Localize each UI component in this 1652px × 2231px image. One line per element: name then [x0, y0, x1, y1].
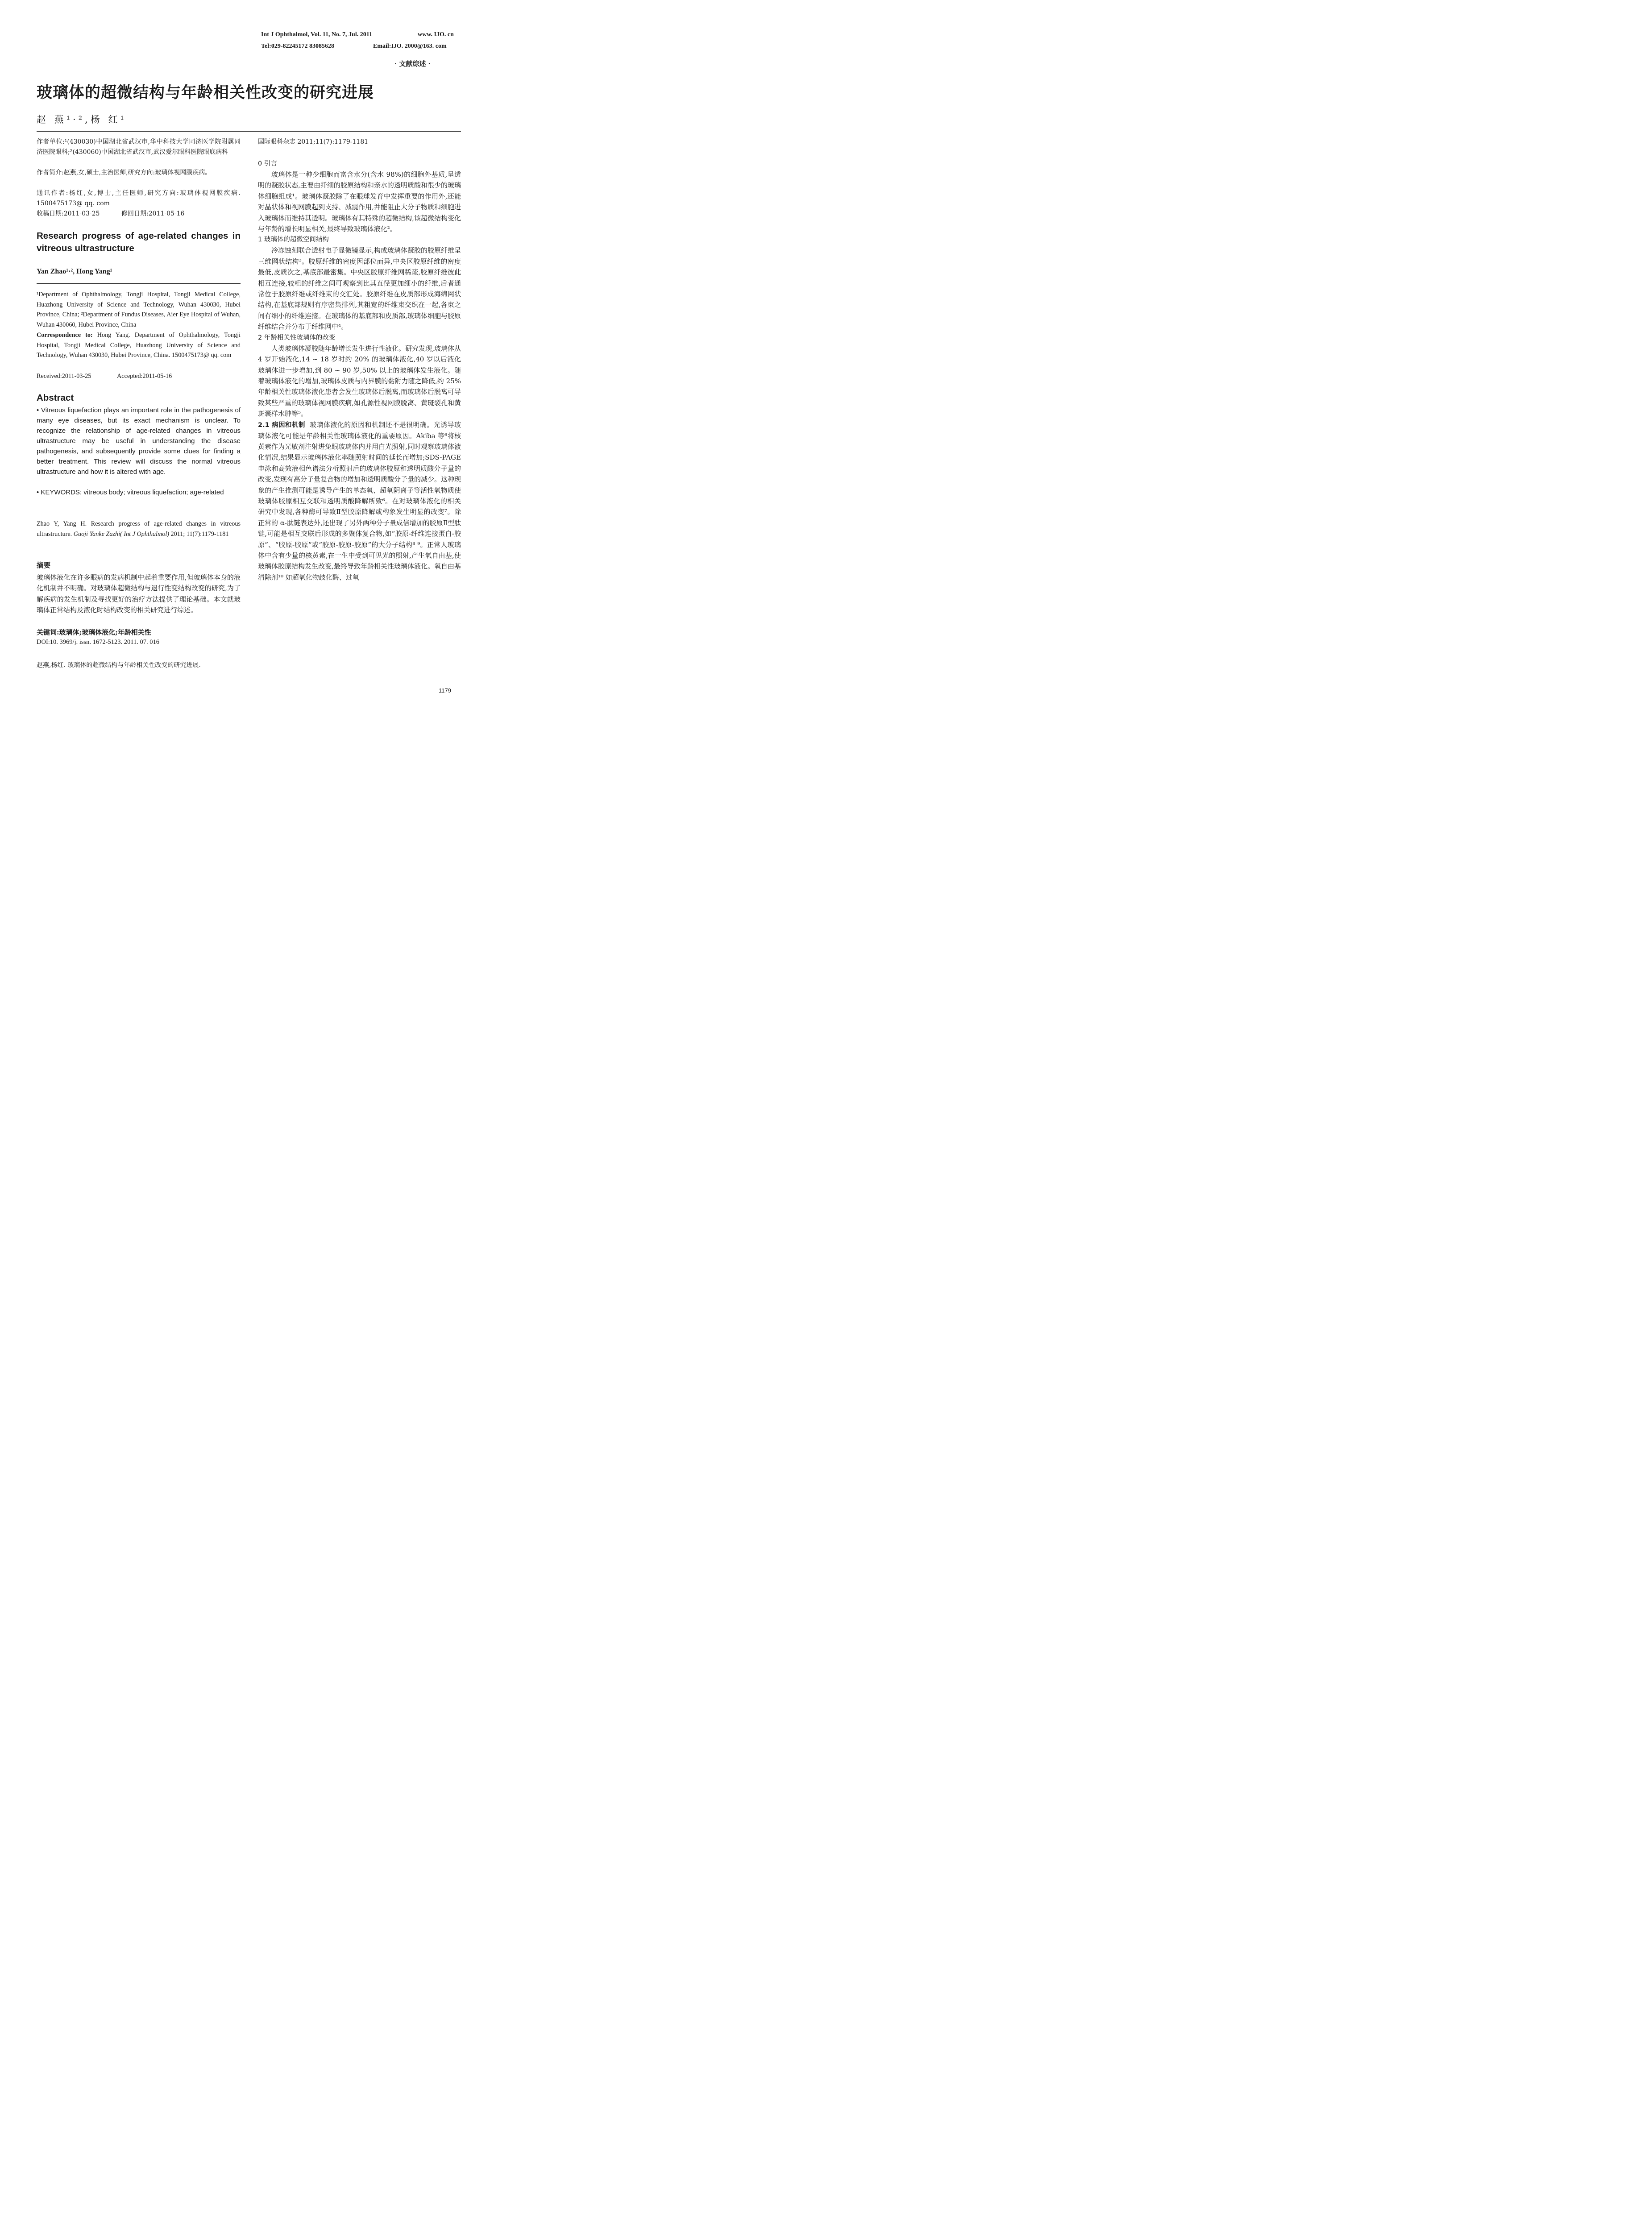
- title-en: Research progress of age-related changes in vitreous ultrastructure: [37, 231, 241, 253]
- received-en: Received:2011-03-25: [37, 373, 91, 380]
- page-number: 1179: [439, 687, 451, 694]
- journal-url: www. IJO. cn: [418, 31, 454, 38]
- correspondence-en: [37, 330, 241, 361]
- abstract-cn: 玻璃体液化在许多眼病的发病机制中起着重要作用,但玻璃体本身的液化机制并不明确。对玻璃体超微结构与退行性变结构改变的研究,为了解疾病的发生机制及寻找更好的治疗方法提供了理论基础。本文就玻璃体正常结构及液化时结构改变的相关研究进行综述。: [37, 573, 241, 614]
- section-2-1-block: [258, 419, 461, 583]
- citation-en-part1: Zhao Y, Yang H. Research progress of age-related changes in vitreous ultrastructure.: [37, 520, 241, 538]
- journal-info: Int J Ophthalmol, Vol. 11, No. 7, Jul. 2011: [261, 31, 372, 38]
- journal-email: Email:IJO. 2000@163. com: [373, 43, 447, 50]
- page-title: 玻璃体的超微结构与年龄相关性改变的研究进展: [37, 83, 374, 102]
- citation-en-part2: 2011; 11(7):1179-1181: [169, 530, 229, 538]
- doi: DOI:10. 3969/j. issn. 1672-5123. 2011. 07. 016: [37, 639, 159, 646]
- right-column: [258, 158, 461, 583]
- correspondence-label: Correspondence to:: [37, 332, 93, 339]
- title-rule: [37, 131, 461, 132]
- received-date-cn: 收稿日期:2011-03-25: [37, 210, 100, 217]
- citation-cn: 赵燕,杨红. 玻璃体的超微结构与年龄相关性改变的研究进展.: [37, 662, 201, 669]
- section-2-1-heading: 2.1 病因和机制: [258, 421, 305, 429]
- keywords-en: • KEYWORDS: vitreous body; vitreous liquefaction; age-related: [37, 489, 224, 496]
- citation-en-journal: Guoji Yanke Zazhi( Int J Ophthalmol): [73, 530, 169, 538]
- accepted-en: Accepted:2011-05-16: [117, 373, 172, 380]
- section-tag: · 文献综述 ·: [394, 60, 431, 68]
- section-2-heading: 2 年龄相关性玻璃体的改变: [258, 334, 336, 341]
- keywords-cn: 关键词:玻璃体;玻璃体液化;年龄相关性: [37, 628, 151, 636]
- journal-tel: Tel:029-82245172 83085628: [261, 43, 334, 50]
- abstract-cn-heading: 摘要: [37, 561, 51, 569]
- citation-top: 国际眼科杂志 2011;11(7):1179-1181: [258, 138, 369, 145]
- citation-en: [37, 519, 241, 539]
- correspondence-text: Hong Yang. Department of Ophthalmology, Tongji Hospital, Tongji Medical College, Huazhong University of Science and Technology, Wuhan 430030, Hubei Province, China. 1500475173@ qq. com: [37, 332, 241, 359]
- section-1-paragraph: 冷冻蚀刻联合透射电子显微镜显示,构成玻璃体凝胶的胶原纤维呈三维网状结构³。胶原纤维的密度因部位而异,中央区胶原纤维的密度最低,皮质次之,基底部最密集。中央区胶原纤维网稀疏,胶原纤维彼此相互连接,较粗的纤维之间可观察到比其直径更加细小的纤维,后者通常位于胶原纤维或纤维束的交汇处。胶原纤维在皮质部形成海绵网状结构,在基底部规则有序密集排列,其粗宽的纤维束交织在一起,各束之间有细小的纤维连接。在玻璃体的基底部和皮质部,玻璃体细胞与胶原纤维结合并分布于纤维网中⁴。: [258, 246, 461, 331]
- section-0-paragraph: 玻璃体是一种少细胞而富含水分(含水 98%)的细胞外基质,呈透明的凝胶状态,主要由纤细的胶原结构和亲水的透明质酸和很少的玻璃体细胞组成¹。玻璃体凝胶除了在眼球发育中发挥重要的作用外,还能对晶状体和视网膜起到支持、减震作用,并能阻止大分子物质和细胞进入玻璃体而维持其透明。玻璃体有其特殊的超微结构,该超微结构变化与年龄的增长明显相关,最终导致玻璃体液化²。: [258, 170, 461, 233]
- correspondence-cn: 通讯作者:杨红,女,博士,主任医师,研究方向:玻璃体视网膜疾病. 1500475173@ qq. com: [37, 190, 241, 207]
- revised-date-cn: 修回日期:2011-05-16: [121, 210, 185, 217]
- author-bio-cn: 作者简介:赵燕,女,硕士,主治医师,研究方向:玻璃体视网膜疾病。: [37, 169, 212, 176]
- authors-cn: 赵 燕¹·²,杨 红¹: [37, 114, 127, 125]
- section-0-heading: 0 引言: [258, 160, 277, 167]
- affiliation-en: ¹Department of Ophthalmology, Tongji Hospital, Tongji Medical College, Huazhong University of Science and Technology, Wuhan 430030, Hubei Province, China; ²Department of Fundus Diseases, Aier Eye Hospital of Wuhan, Wuhan 430060, Hubei Province, China: [37, 291, 241, 328]
- authors-rule: [37, 283, 241, 284]
- abstract-text: • Vitreous liquefaction plays an important role in the pathogenesis of many eye diseases, but its exact mechanism is unclear. To recognize the relationship of age-related changes in vitreous ultrastructure may be useful in understanding the disease pathogenesis, and subsequently provide some clues for finding a better treatment. This review will discuss the normal vitreous ultrastructure and how it is altered with age.: [37, 406, 241, 476]
- section-1-heading: 1 玻璃体的超微空间结构: [258, 236, 329, 244]
- affiliation-cn: 作者单位:¹(430030)中国湖北省武汉市,华中科技大学同济医学院附属同济医院眼科;²(430060)中国湖北省武汉市,武汉爱尔眼科医院眼底病科: [37, 138, 241, 156]
- section-2-1-paragraph: 玻璃体液化的原因和机制还不是很明确。光诱导玻璃体液化可能是年龄相关性玻璃体液化的重要原因。Akiba 等⁶将核黄素作为光敏剂注射进兔眼玻璃体内并用白光照射,同时观察玻璃体液化情况,结果显示玻璃体液化率随照射时间的延长而增加;SDS-PAGE 电泳和高效液相色谱法分析照射后的玻璃体胶原和透明质酸分子量的改变,发现有高分子量复合物的增加和透明质酸分子量的减少。这种现象的产生推测可能是诱导产生的单态氧、超氧阴离子等活性氧物质使玻璃体胶原相互交联和透明质酸降解所致⁶。在对玻璃体液化的相关研究中发现,各种酶可导致Ⅱ型胶原降解或构象发生明显的改变⁷。除正常的 α-肽链表达外,还出现了另外两种分子量成倍增加的胶原Ⅱ型肽链,可能是相互交联后形成的多聚体复合物,如“胶原-纤维连接蛋白-胶原”、“胶原-胶原”或“胶原-胶原-胶原”的大分子结构⁸ ⁹。正常人玻璃体中含有少量的核黄素,在一生中受到可见光的照射,产生氧自由基,使玻璃体胶原结构发生改变,最终导致年龄相关性玻璃体液化。氧自由基清除剂¹⁰ 如超氧化物歧化酶、过氧: [258, 420, 461, 581]
- section-2-paragraph: 人类玻璃体凝胶随年龄增长发生进行性液化。研究发现,玻璃体从 4 岁开始液化,14 ~ 18 岁时约 20% 的玻璃体液化,40 岁以后液化玻璃体进一步增加,到 80 ~ 90 岁,50% 以上的玻璃体发生液化。随着玻璃体液化的增加,玻璃体皮质与内界膜的黏附力随之降低,约 25% 年龄相关性玻璃体液化患者会发生玻璃体后脱离,而玻璃体后脱离可导致某些严重的玻璃体视网膜疾病,如孔源性视网膜脱离、黄斑裂孔和黄斑囊样水肿等⁵。: [258, 344, 461, 418]
- authors-en: Yan Zhao¹·², Hong Yang¹: [37, 268, 112, 275]
- abstract-heading: Abstract: [37, 393, 74, 403]
